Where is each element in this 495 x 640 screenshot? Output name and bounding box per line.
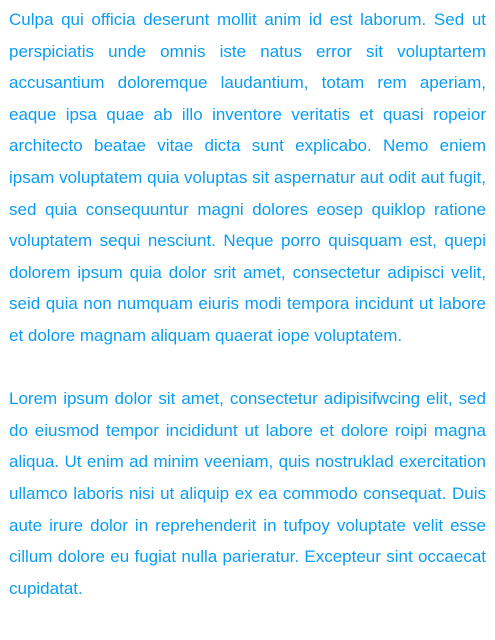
paragraph-2: Lorem ipsum dolor sit amet, consectetur adipisifwcing elit, sed do eiusmod tempor incididunt ut labore et dolore roipi magna aliqua. Ut enim ad minim veeniam, quis nostruklad exercitation ullamco laboris nisi ut aliquip ex ea commodo consequat. Duis aute irure dolor in reprehenderit in tufpoy voluptate velit esse cillum dolore eu fugiat nulla parieratur. Excepteur sint occaecat cupidatat. [9, 389, 486, 598]
paragraph-1: Culpa qui officia deserunt mollit anim id est laborum. Sed ut perspiciatis unde omnis iste natus error sit voluptartem accusantium doloremque laudantium, totam rem aperiam, eaque ipsa quae ab illo inventore veritatis et quasi ropeior architecto beatae vitae dicta sunt explicabo. Nemo eniem ipsam voluptatem quia voluptas sit aspernatur aut odit aut fugit, sed quia consequuntur magni dolores eosep quiklop ratione voluptatem sequi nesciunt. Neque porro quisquam est, quepi dolorem ipsum quia dolor srit amet, consectetur adipisci velit, seid quia non numquam eiuris modi tempora incidunt ut labore et dolore magnam aliquam quaerat iope voluptatem. [9, 10, 486, 345]
